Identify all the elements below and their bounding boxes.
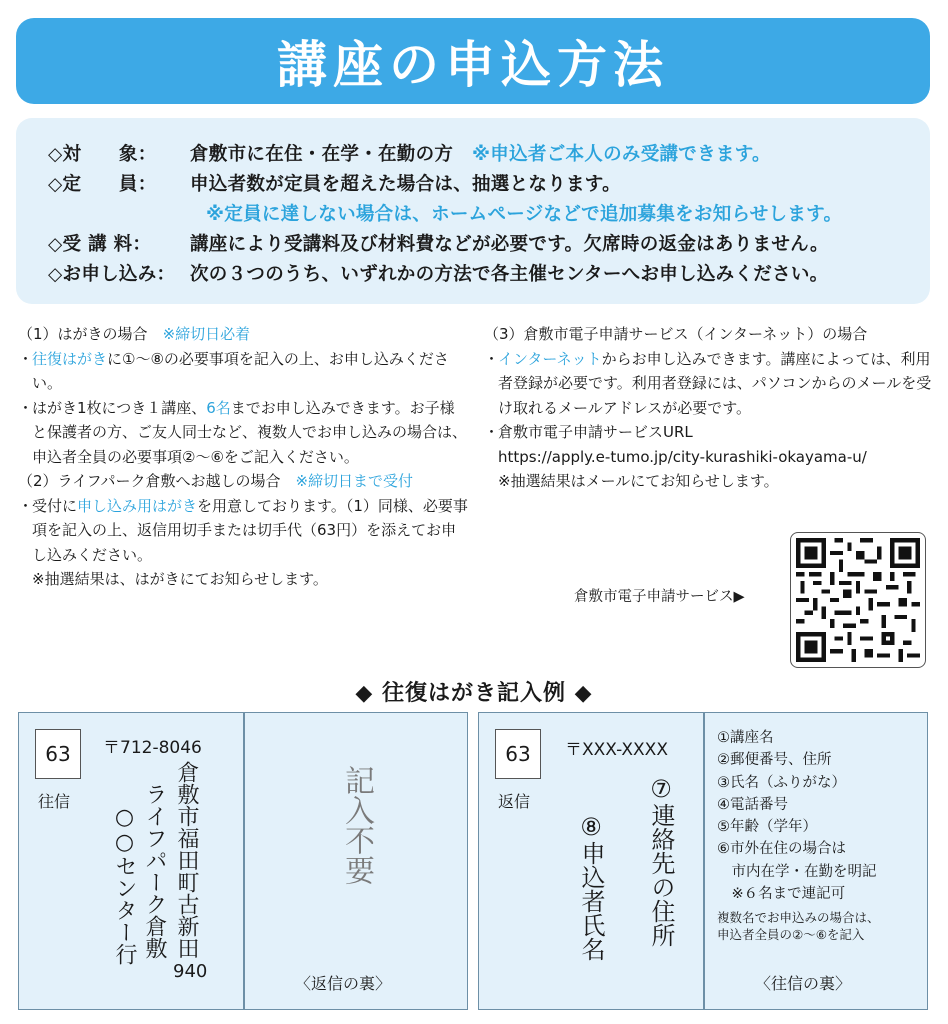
qr-code[interactable]: [790, 532, 926, 668]
required-items-list: [717, 727, 880, 943]
list-item: ①講座名: [717, 730, 774, 746]
qr-label: 倉敷市電子申請サービス▶: [574, 589, 745, 605]
postcard-outgoing: [18, 712, 468, 1010]
recipient-name: ライフパーク倉敷: [142, 783, 167, 959]
info-fee: ◇受 講 料： 講座により受講料及び材料費などが必要です。欠席時の返金はありません。: [48, 234, 829, 255]
postcard-reply: [478, 712, 928, 1010]
reply-label: 返信: [498, 792, 531, 811]
info-capacity-note: ※定員に達しない場合は、ホームページなどで追加募集をお知らせします。: [206, 204, 843, 225]
service-url[interactable]: https://apply.e-tumo.jp/city-kurashiki-okayama-u/: [498, 447, 867, 466]
applicant-name: ⑧申込者氏名: [577, 813, 605, 961]
list-item: ※６名まで連記可: [717, 886, 846, 903]
method3-bullet-1: ・ インターネットからお申し込みできます。講座によっては、利用者登録が必要です。利用者登録には、パソコンからのメールを受け取れるメールアドレスが必要です。: [484, 349, 932, 417]
card-divider: [703, 713, 705, 1009]
postal-code: 〒XXX-XXXX: [565, 740, 668, 760]
method3-bullet-2: ・ 倉敷市電子申請サービスURL: [484, 423, 693, 441]
list-item: ②郵便番号、住所: [717, 752, 832, 769]
method1-bullet-2: ・ はがき1枚につき１講座、6名までお申し込みできます。お子様と保護者の方、ご友人同士など、複数人でお申し込みの場合は、申込者全員の必要事項②～⑥をご記入ください。: [18, 398, 468, 466]
example-title: ◆ 往復はがき記入例 ◆: [355, 681, 593, 706]
info-capacity: ◇定 員： 申込者数が定員を超えた場合は、抽選となります。: [48, 174, 621, 195]
method3-note: ※抽選結果はメールにてお知らせします。: [498, 472, 779, 490]
stamp-box: 63: [495, 729, 541, 779]
title-banner: [16, 18, 930, 104]
methods-left-column: [18, 322, 468, 592]
eligibility-info-box: [16, 118, 930, 304]
method2-heading: （2）ライフパーク倉敷へお越しの場合 ※締切日まで受付: [18, 472, 414, 490]
method2-bullet-1: ・ 受付に申し込み用はがきを用意しております。（1）同様、必要事項を記入の上、返信用切手または切手代（63円）を添えてお申し込みください。: [18, 496, 468, 564]
method1-bullet-1: ・ 往復はがきに①～⑧の必要事項を記入の上、お申し込みください。: [18, 349, 449, 392]
stamp-box: 63: [35, 729, 81, 779]
list-item: ⑤年齢（学年）: [717, 819, 817, 836]
list-item: ④電話番号: [717, 796, 788, 813]
outgoing-back-caption: 〈往信の裏〉: [755, 974, 852, 993]
page-title: 講座の申込方法: [277, 36, 669, 94]
info-target: ◇対 象： 倉敷市に在住・在学・在勤の方 ※申込者ご本人のみ受講できます。: [48, 144, 771, 165]
method2-note: ※抽選結果は、はがきにてお知らせします。: [32, 570, 328, 588]
center-name: ○○センター行: [112, 805, 137, 965]
qr-code-icon: [796, 538, 920, 662]
list-item: ⑥市外在住の場合は: [717, 841, 846, 858]
card-divider: [243, 713, 245, 1009]
methods-right-column: [484, 322, 932, 494]
reply-back-caption: 〈返信の裏〉: [295, 974, 392, 993]
contact-address: ⑦連絡先の住所: [647, 775, 675, 947]
list-item: ③氏名（ふりがな）: [717, 774, 846, 791]
outgoing-label: 往信: [38, 792, 71, 811]
postal-code: 〒712-8046: [103, 738, 202, 758]
address-number: 940: [173, 961, 208, 982]
list-item: 市内在学・在勤を明記: [717, 863, 877, 880]
not-required-text: 記入不要: [339, 765, 374, 885]
method1-heading: （1）はがきの場合 ※締切日必着: [18, 325, 251, 343]
multi-applicant-note: 複数名でお申込みの場合は、 申込者全員の②～⑥を記入: [717, 910, 880, 943]
method3-heading: （3）倉敷市電子申請サービス（インターネット）の場合: [484, 325, 868, 343]
address-line: 倉敷市福田町古新田: [174, 761, 199, 959]
info-application: ◇お申し込み： 次の３つのうち、いずれかの方法で各主催センターへお申し込みください。: [48, 264, 829, 285]
